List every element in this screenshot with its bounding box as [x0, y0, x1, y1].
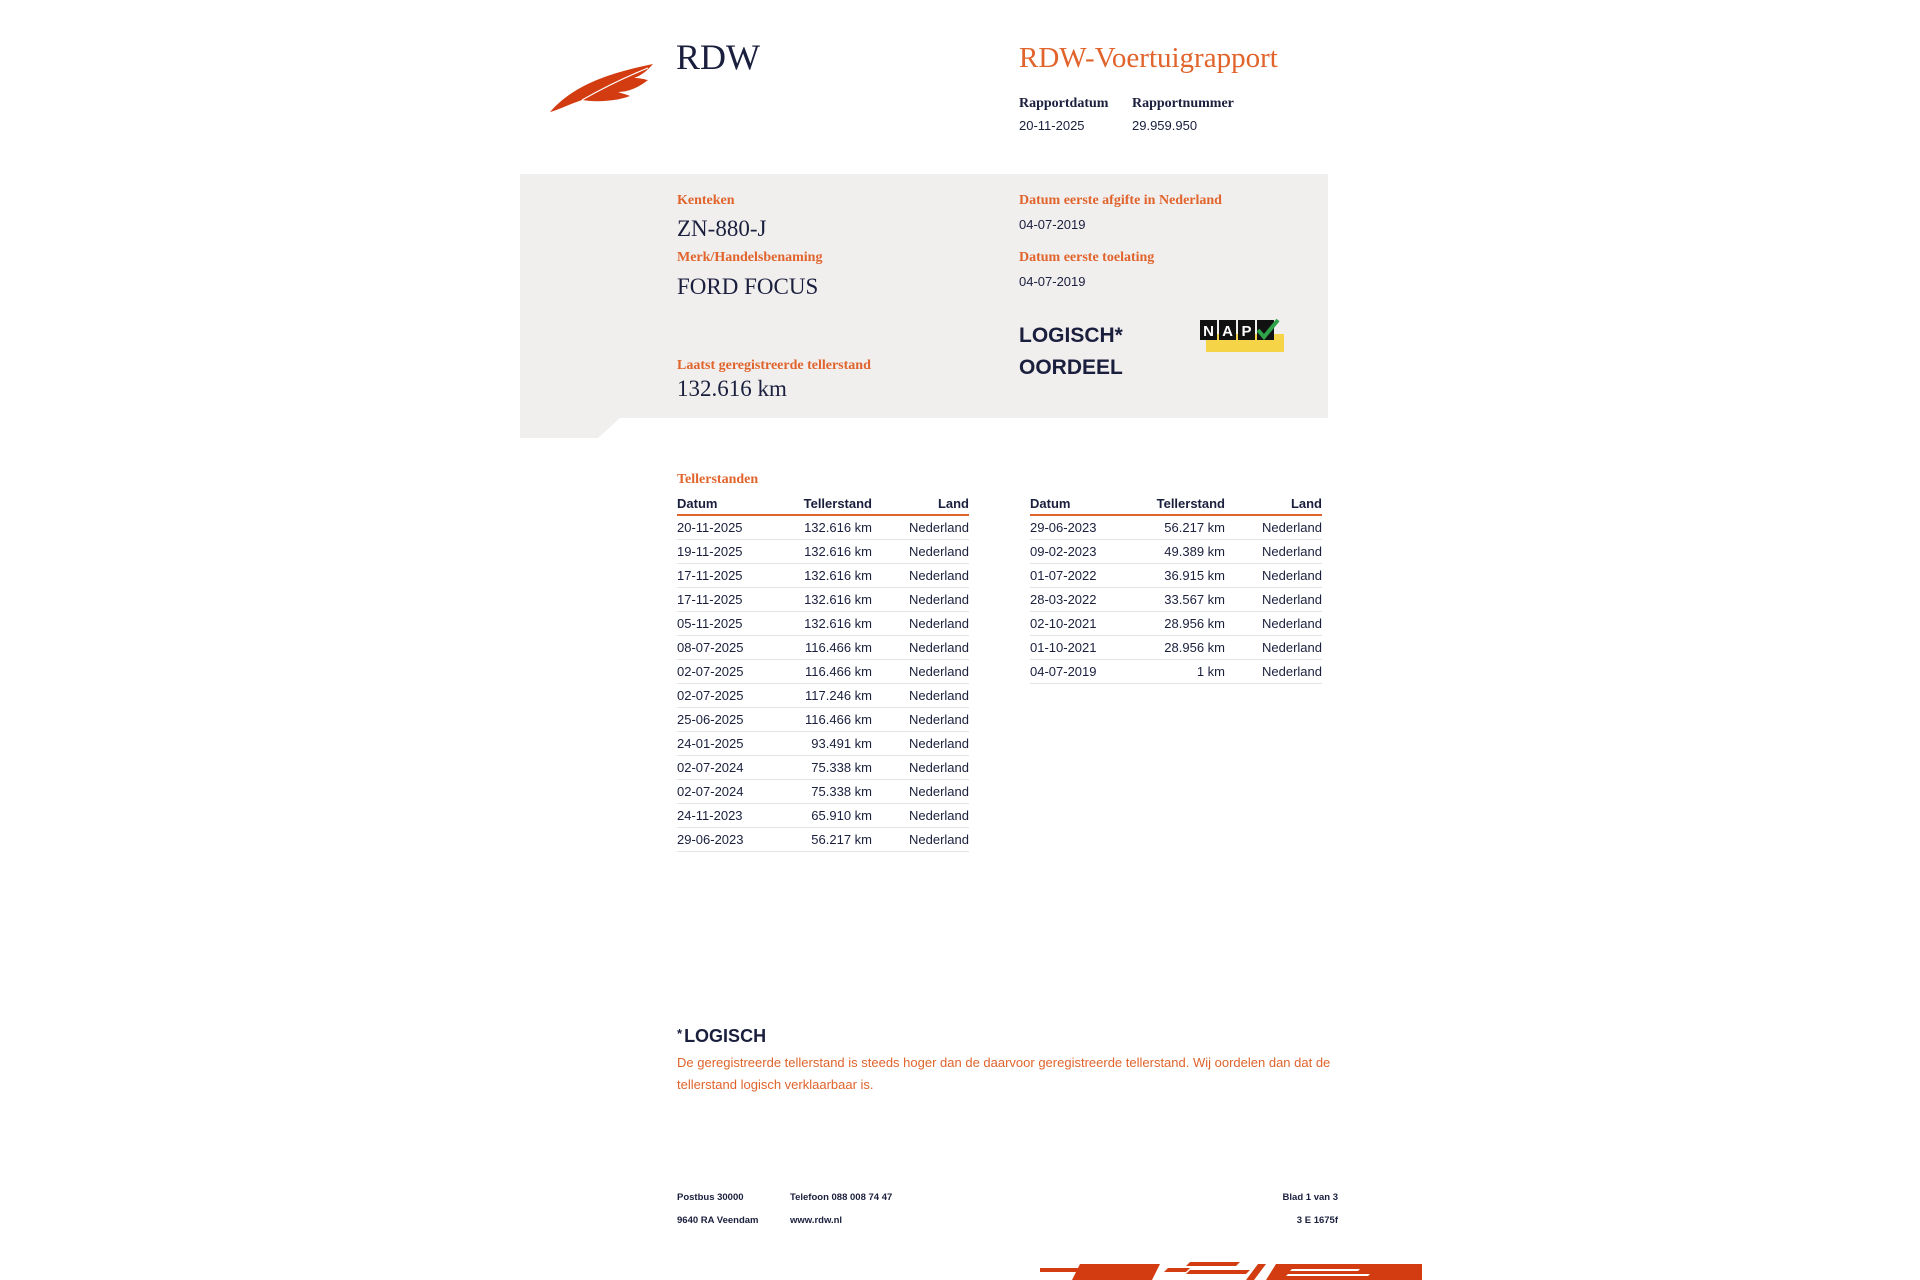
- rdw-stripes-decoration-icon: [1040, 1262, 1422, 1280]
- first-admission-value: 04-07-2019: [1019, 274, 1086, 289]
- footer-page: Blad 1 van 3: [1282, 1192, 1338, 1203]
- cell-land: Nederland: [1225, 636, 1322, 660]
- header-land: Land: [872, 494, 969, 515]
- cell-date: 25-06-2025: [677, 708, 787, 732]
- cell-land: Nederland: [1225, 540, 1322, 564]
- cell-land: Nederland: [872, 660, 969, 684]
- logo-text: RDW: [676, 37, 760, 77]
- cell-land: Nederland: [872, 515, 969, 540]
- table-row: [677, 756, 969, 780]
- footer-phone: Telefoon 088 008 74 47: [790, 1192, 893, 1203]
- table-row: [677, 588, 969, 612]
- cell-date: 24-01-2025: [677, 732, 787, 756]
- verdict-line-1: LOGISCH*: [1019, 324, 1123, 347]
- cell-km: 28.956 km: [1140, 612, 1225, 636]
- note-title: [677, 1026, 766, 1047]
- cell-date: 02-07-2025: [677, 684, 787, 708]
- cell-km: 116.466 km: [787, 708, 872, 732]
- cell-km: 75.338 km: [787, 780, 872, 804]
- cell-date: 17-11-2025: [677, 588, 787, 612]
- cell-date: 29-06-2023: [1030, 515, 1140, 540]
- table-row: [677, 612, 969, 636]
- panel-tail-shape: [520, 418, 620, 438]
- table-row: [677, 732, 969, 756]
- plate-label: Kenteken: [677, 193, 735, 208]
- cell-date: 01-07-2022: [1030, 564, 1140, 588]
- header-land: Land: [1225, 494, 1322, 515]
- cell-land: Nederland: [872, 612, 969, 636]
- cell-date: 02-07-2025: [677, 660, 787, 684]
- first-admission-label: Datum eerste toelating: [1019, 250, 1155, 265]
- nap-letter-a: A: [1222, 323, 1233, 340]
- table-row: [677, 684, 969, 708]
- table-row: [677, 540, 969, 564]
- report-date-label: Rapportdatum: [1019, 96, 1109, 111]
- cell-date: 24-11-2023: [677, 804, 787, 828]
- cell-km: 75.338 km: [787, 756, 872, 780]
- cell-km: 56.217 km: [1140, 515, 1225, 540]
- cell-date: 02-07-2024: [677, 780, 787, 804]
- note-title-text: LOGISCH: [684, 1026, 767, 1046]
- cell-land: Nederland: [872, 636, 969, 660]
- cell-date: 05-11-2025: [677, 612, 787, 636]
- header-date: Datum: [1030, 494, 1140, 515]
- header-date: Datum: [677, 494, 787, 515]
- table-row: [1030, 540, 1322, 564]
- cell-land: Nederland: [872, 540, 969, 564]
- footer-postbus: Postbus 30000: [677, 1192, 744, 1203]
- table-row: [677, 660, 969, 684]
- nap-letter-n: N: [1203, 323, 1214, 340]
- cell-date: 04-07-2019: [1030, 660, 1140, 684]
- cell-date: 01-10-2021: [1030, 636, 1140, 660]
- cell-land: Nederland: [872, 828, 969, 852]
- cell-date: 20-11-2025: [677, 515, 787, 540]
- cell-date: 28-03-2022: [1030, 588, 1140, 612]
- cell-land: Nederland: [872, 756, 969, 780]
- cell-km: 132.616 km: [787, 588, 872, 612]
- brand-label: Merk/Handelsbenaming: [677, 250, 823, 265]
- verdict-line-2: OORDEEL: [1019, 356, 1123, 379]
- note-text: De geregistreerde tellerstand is steeds hoger dan de daarvoor geregistreerde tellerstand. Wij oordelen dan dat de tellerstand logisch verklaarbaar is.: [677, 1055, 1331, 1092]
- readings-left-body: [677, 515, 969, 852]
- table-row: [677, 780, 969, 804]
- cell-date: 02-07-2024: [677, 756, 787, 780]
- cell-date: 19-11-2025: [677, 540, 787, 564]
- table-row: [677, 564, 969, 588]
- cell-date: 08-07-2025: [677, 636, 787, 660]
- cell-km: 36.915 km: [1140, 564, 1225, 588]
- cell-land: Nederland: [1225, 588, 1322, 612]
- table-row: [677, 708, 969, 732]
- header-km: Tellerstand: [1140, 494, 1225, 515]
- table-row: [1030, 660, 1322, 684]
- first-issue-nl-value: 04-07-2019: [1019, 217, 1086, 232]
- readings-table-left: [677, 494, 969, 852]
- table-header-row: [677, 494, 969, 515]
- report-date-value: 20-11-2025: [1019, 118, 1085, 133]
- cell-land: Nederland: [1225, 660, 1322, 684]
- cell-land: Nederland: [872, 684, 969, 708]
- table-row: [1030, 515, 1322, 540]
- verdict-text: [1019, 320, 1123, 384]
- cell-km: 49.389 km: [1140, 540, 1225, 564]
- cell-km: 132.616 km: [787, 612, 872, 636]
- cell-date: 29-06-2023: [677, 828, 787, 852]
- note-star: *: [677, 1026, 683, 1041]
- header-km: Tellerstand: [787, 494, 872, 515]
- cell-date: 09-02-2023: [1030, 540, 1140, 564]
- table-row: [677, 636, 969, 660]
- report-number-value: 29.959.950: [1132, 118, 1198, 133]
- report-number-label: Rapportnummer: [1132, 96, 1234, 111]
- cell-km: 132.616 km: [787, 564, 872, 588]
- cell-land: Nederland: [1225, 612, 1322, 636]
- footer-code: 3 E 1675f: [1296, 1215, 1338, 1226]
- first-issue-nl-label: Datum eerste afgifte in Nederland: [1019, 193, 1222, 208]
- table-row: [677, 515, 969, 540]
- brand-value: FORD FOCUS: [677, 274, 819, 299]
- table-row: [1030, 588, 1322, 612]
- table-row: [1030, 564, 1322, 588]
- footer-website[interactable]: www.rdw.nl: [790, 1215, 843, 1226]
- cell-land: Nederland: [872, 588, 969, 612]
- table-row: [677, 828, 969, 852]
- cell-date: 17-11-2025: [677, 564, 787, 588]
- vehicle-summary-panel: [520, 174, 1328, 418]
- cell-land: Nederland: [872, 708, 969, 732]
- table-row: [677, 804, 969, 828]
- cell-km: 132.616 km: [787, 515, 872, 540]
- table-row: [1030, 612, 1322, 636]
- readings-table-right: [1030, 494, 1322, 684]
- cell-km: 132.616 km: [787, 540, 872, 564]
- cell-land: Nederland: [872, 564, 969, 588]
- rdw-feather-logo-icon: [548, 58, 658, 114]
- cell-km: 116.466 km: [787, 636, 872, 660]
- nap-check-badge-icon: [1200, 318, 1284, 352]
- cell-km: 117.246 km: [787, 684, 872, 708]
- cell-km: 93.491 km: [787, 732, 872, 756]
- footer-city: 9640 RA Veendam: [677, 1215, 759, 1226]
- plate-value: ZN-880-J: [677, 216, 767, 241]
- cell-land: Nederland: [872, 732, 969, 756]
- cell-km: 116.466 km: [787, 660, 872, 684]
- odometer-label: Laatst geregistreerde tellerstand: [677, 358, 871, 373]
- report-title: RDW-Voertuigrapport: [1019, 42, 1278, 74]
- cell-land: Nederland: [1225, 515, 1322, 540]
- cell-km: 56.217 km: [787, 828, 872, 852]
- readings-right-body: [1030, 515, 1322, 684]
- cell-land: Nederland: [1225, 564, 1322, 588]
- cell-date: 02-10-2021: [1030, 612, 1140, 636]
- cell-km: 1 km: [1140, 660, 1225, 684]
- cell-km: 33.567 km: [1140, 588, 1225, 612]
- cell-land: Nederland: [872, 780, 969, 804]
- nap-letter-p: P: [1241, 323, 1252, 340]
- table-header-row: [1030, 494, 1322, 515]
- table-row: [1030, 636, 1322, 660]
- odometer-value: 132.616 km: [677, 376, 787, 401]
- cell-land: Nederland: [872, 804, 969, 828]
- readings-title: Tellerstanden: [677, 472, 759, 487]
- cell-km: 65.910 km: [787, 804, 872, 828]
- cell-km: 28.956 km: [1140, 636, 1225, 660]
